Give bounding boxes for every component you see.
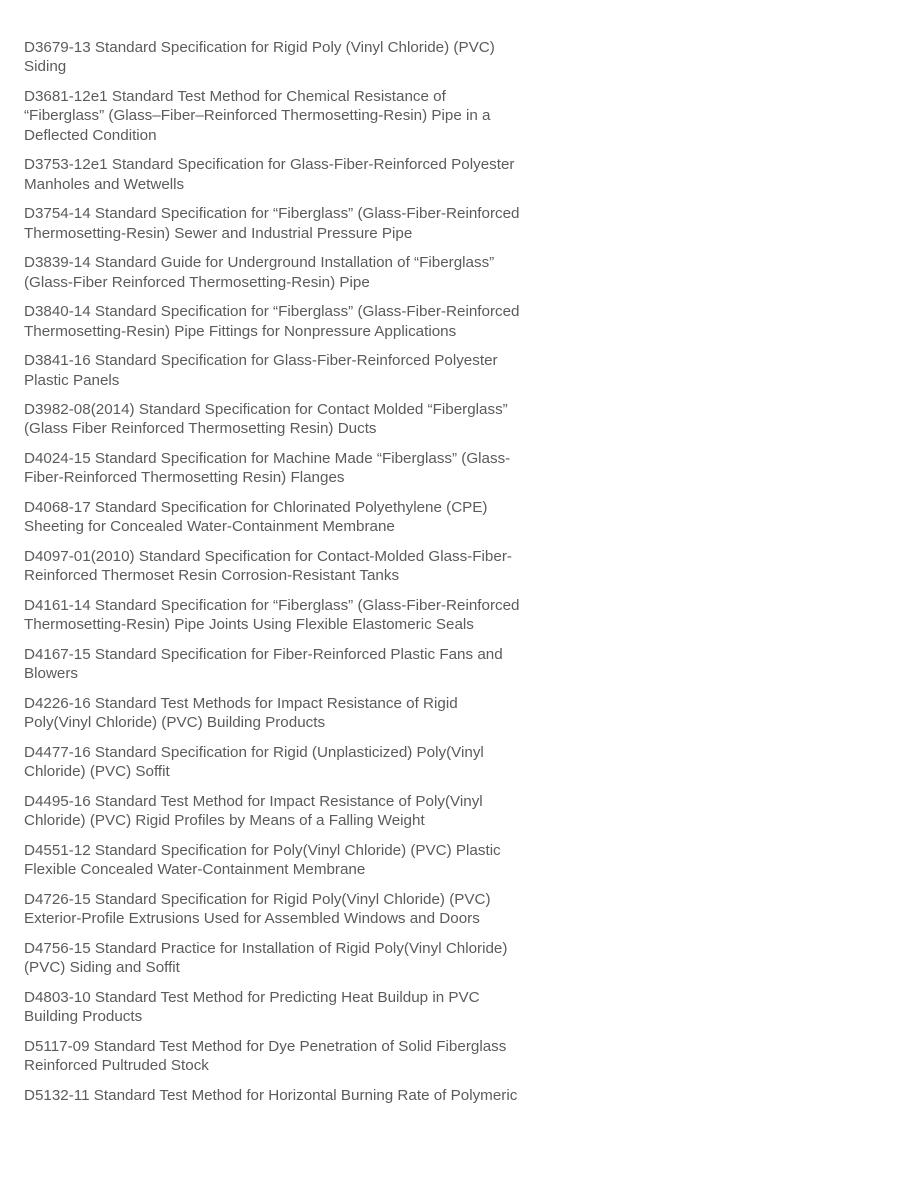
- list-item: D4024-15 Standard Specification for Machine Made “Fiberglass” (Glass- Fiber-Reinforced Thermosetting Resin) Flanges: [24, 450, 511, 487]
- list-item: D3753-12e1 Standard Specification for Glass-Fiber-Reinforced Polyester Manholes and Wetwells: [24, 156, 515, 193]
- list-item: D5117-09 Standard Test Method for Dye Penetration of Solid Fiberglass Reinforced Pultruded Stock: [24, 1037, 507, 1075]
- list-item: D4726-15 Standard Specification for Rigid Poly(Vinyl Chloride) (PVC) Exterior-Profile Extrusions Used for Assembled Windows and Doors: [24, 891, 491, 928]
- list-item: D3679-13 Standard Specification for Rigid Poly (Vinyl Chloride) (PVC) Siding: [24, 39, 495, 76]
- list-item: D3754-14 Standard Specification for “Fiberglass” (Glass-Fiber-Reinforced Thermosetting-Resin) Sewer and Industrial Pressure Pipe: [24, 205, 520, 242]
- list-item: D3841-16 Standard Specification for Glass-Fiber-Reinforced Polyester Plastic Panels: [24, 352, 498, 389]
- list-item: D4803-10 Standard Test Method for Predicting Heat Buildup in PVC Building Products: [24, 989, 480, 1026]
- list-item: D4226-16 Standard Test Methods for Impact Resistance of Rigid Poly(Vinyl Chloride) (PVC) Building Products: [24, 695, 458, 732]
- list-item: D4551-12 Standard Specification for Poly(Vinyl Chloride) (PVC) Plastic Flexible Concealed Water-Containment Membrane: [24, 842, 501, 879]
- list-item: D3840-14 Standard Specification for “Fiberglass” (Glass-Fiber-Reinforced Thermosetting-Resin) Pipe Fittings for Nonpressure Applications: [24, 303, 520, 340]
- list-item: D3681-12e1 Standard Test Method for Chemical Resistance of “Fiberglass” (Glass–Fiber–Reinforced Thermosetting-Resin) Pipe in a Deflected Condition: [24, 87, 491, 144]
- list-item: D3982-08(2014) Standard Specification for Contact Molded “Fiberglass” (Glass Fiber Reinforced Thermosetting Resin) Ducts: [24, 401, 508, 438]
- list-item: D4167-15 Standard Specification for Fiber-Reinforced Plastic Fans and Blowers: [24, 646, 503, 683]
- list-item: D4161-14 Standard Specification for “Fiberglass” (Glass-Fiber-Reinforced Thermosetting-Resin) Pipe Joints Using Flexible Elastomeric Seals: [24, 597, 520, 634]
- list-item: D5132-11 Standard Test Method for Horizontal Burning Rate of Polymeric: [24, 1086, 518, 1104]
- list-item: D4477-16 Standard Specification for Rigid (Unplasticized) Poly(Vinyl Chloride) (PVC) Soffit: [24, 744, 484, 781]
- list-item: D4097-01(2010) Standard Specification for Contact-Molded Glass-Fiber- Reinforced Thermoset Resin Corrosion-Resistant Tanks: [24, 548, 512, 585]
- list-item: D4495-16 Standard Test Method for Impact Resistance of Poly(Vinyl Chloride) (PVC) Rigid Profiles by Means of a Falling Weight: [24, 793, 483, 830]
- list-item: D4756-15 Standard Practice for Installation of Rigid Poly(Vinyl Chloride) (PVC) Siding and Soffit: [24, 940, 508, 977]
- list-item: D3839-14 Standard Guide for Underground Installation of “Fiberglass” (Glass-Fiber Reinforced Thermosetting-Resin) Pipe: [24, 254, 495, 291]
- standards-list: [24, 38, 544, 1105]
- list-item: D4068-17 Standard Specification for Chlorinated Polyethylene (CPE) Sheeting for Concealed Water-Containment Membrane: [24, 499, 488, 536]
